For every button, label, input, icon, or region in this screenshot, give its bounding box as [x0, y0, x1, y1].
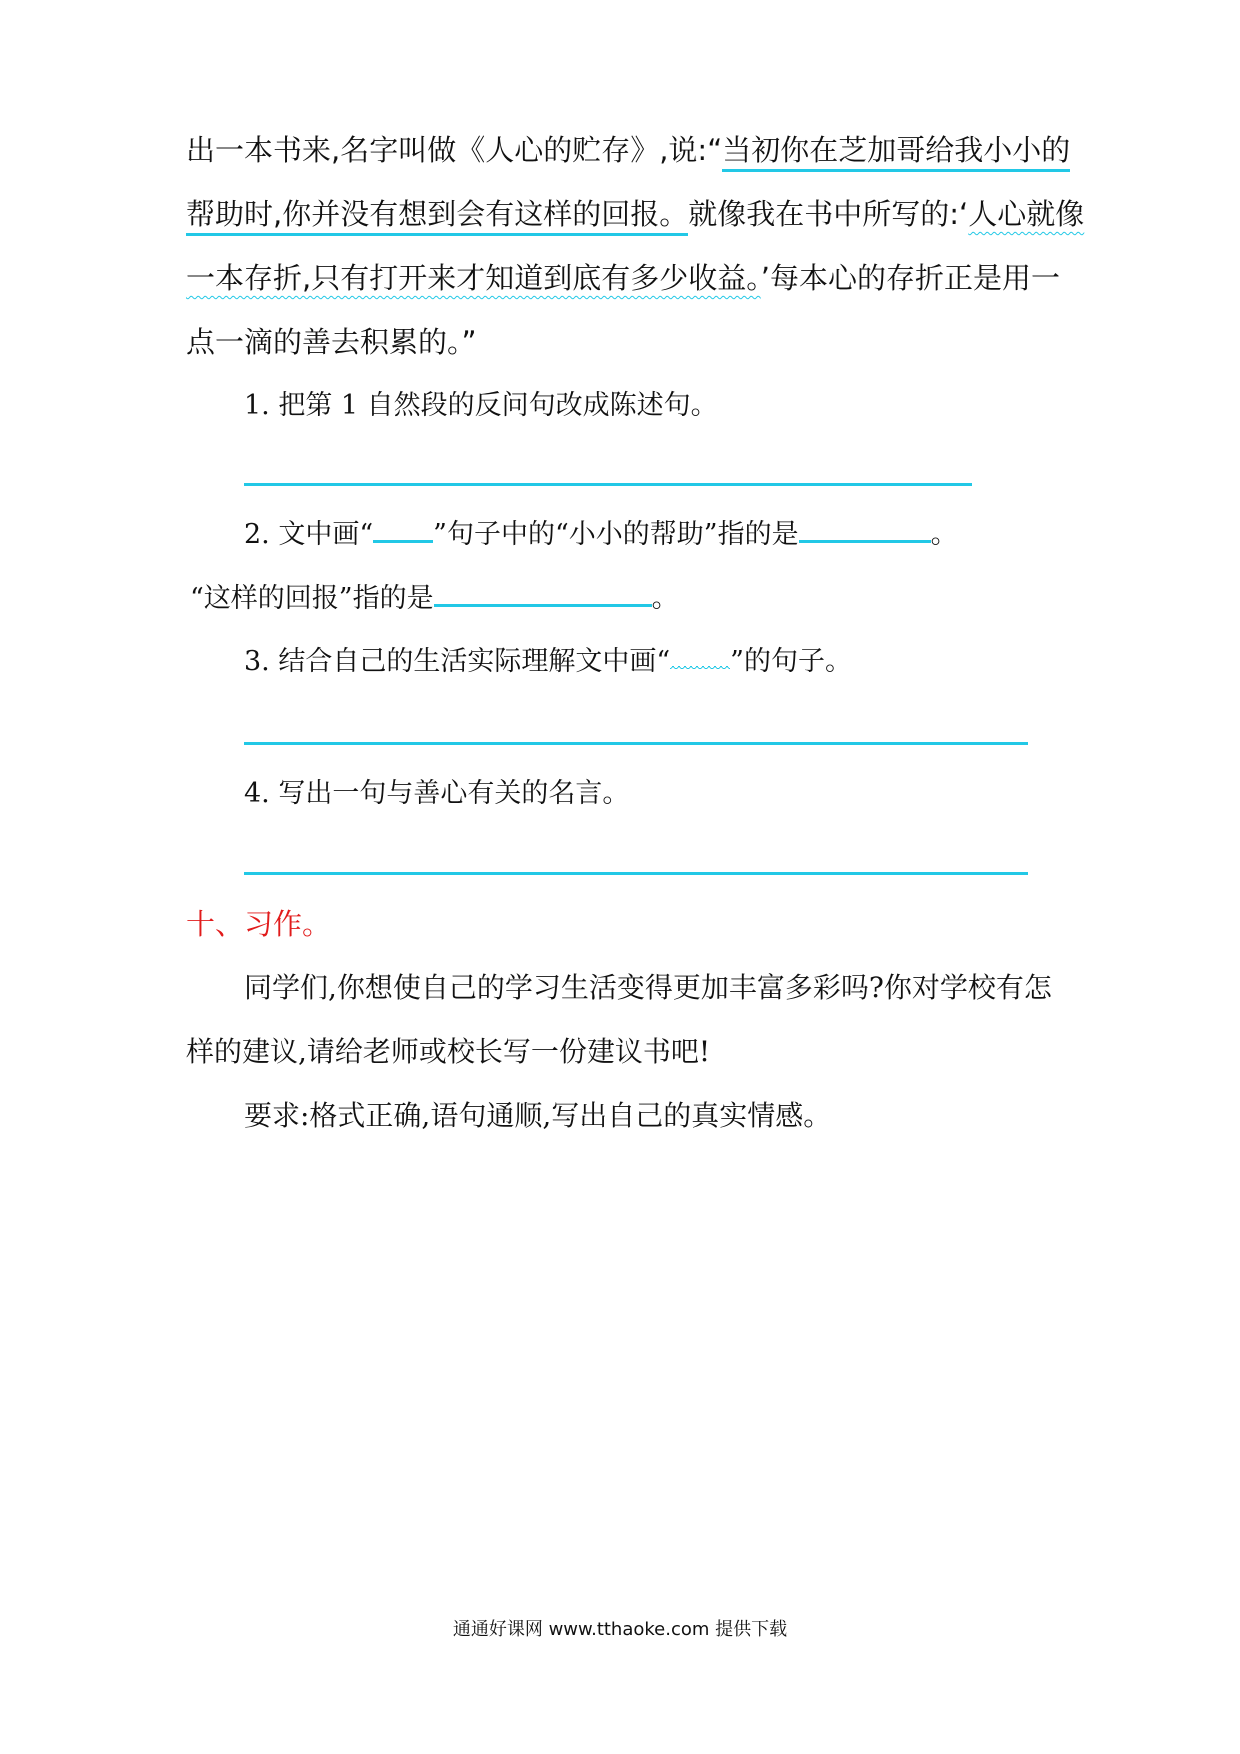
wavy-line-sample [670, 644, 730, 670]
solid-underlined-sentence: 当初你在芝加哥给我小小的 [722, 133, 1070, 172]
footer-source: 通通好课网 www.tthaoke.com 提供下载 [452, 1619, 788, 1640]
question-2 [244, 514, 958, 555]
passage-line-4 [186, 322, 477, 362]
wavy-underlined-sentence: 人心就像 [968, 197, 1085, 231]
answer-blank-small-help[interactable] [799, 514, 931, 543]
question-3 [244, 642, 852, 682]
answer-blank-reward[interactable] [434, 578, 652, 607]
passage-text: 就像我在书中所写的:‘ [688, 197, 969, 231]
question-3-text: ”的句子。 [730, 646, 852, 677]
solid-line-sample [373, 514, 433, 543]
essay-requirements: 要求:格式正确,语句通顺,写出自己的真实情感。 [244, 1099, 832, 1132]
passage-text: 点一滴的善去积累的。” [186, 325, 477, 359]
question-2-text: “这样的回报”指的是 [190, 583, 434, 614]
question-4: 4. 写出一句与善心有关的名言。 [244, 778, 630, 809]
essay-prompt-line-1: 同学们,你想使自己的学习生活变得更加丰富多彩吗?你对学校有怎 [244, 971, 1052, 1004]
essay-prompt-line-2: 样的建议,请给老师或校长写一份建议书吧! [186, 1035, 711, 1068]
question-2-part-2 [190, 578, 679, 619]
answer-line-4[interactable] [244, 872, 1028, 875]
solid-underlined-sentence: 帮助时,你并没有想到会有这样的回报。 [186, 197, 688, 236]
passage-line-3 [186, 258, 1060, 298]
passage-line-1 [186, 130, 1070, 170]
answer-line-3[interactable] [244, 742, 1028, 745]
passage-line-2 [186, 194, 1084, 234]
question-2-text: 2. 文中画“ [244, 519, 374, 550]
question-2-text: 。 [930, 519, 958, 550]
question-2-text: ”句子中的“小小的帮助”指的是 [433, 519, 799, 550]
answer-line-1[interactable] [244, 483, 972, 486]
passage-text: 出一本书来,名字叫做《人心的贮存》,说:“ [186, 133, 723, 167]
wavy-underlined-sentence: 一本存折,只有打开来才知道到底有多少收益。 [186, 261, 761, 295]
question-1: 1. 把第 1 自然段的反问句改成陈述句。 [244, 390, 718, 421]
passage-text: ’每本心的存折正是用一 [760, 261, 1060, 295]
question-2-text: 。 [651, 583, 679, 614]
section-heading: 十、习作。 [186, 907, 332, 941]
question-3-text: 3. 结合自己的生活实际理解文中画“ [244, 646, 671, 677]
